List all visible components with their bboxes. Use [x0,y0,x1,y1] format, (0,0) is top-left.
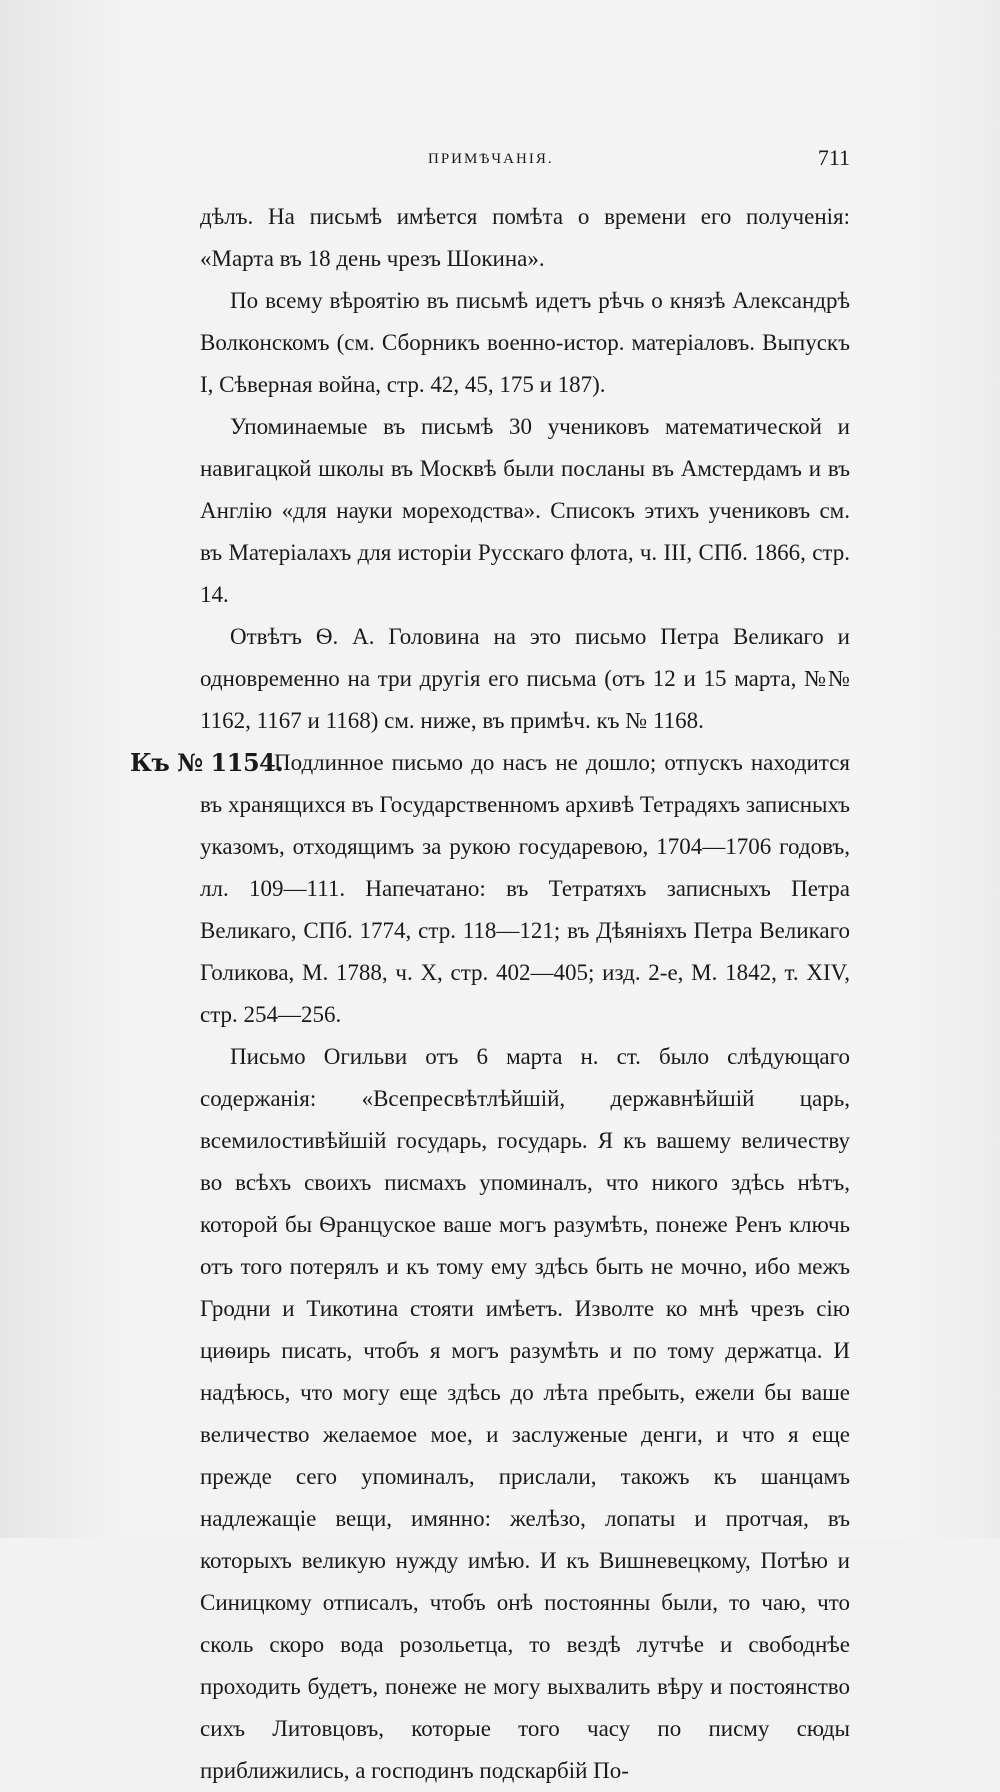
note-text: Подлинное письмо до насъ не дошло; отпускъ находится въ хранящихся въ Государственномъ архивѣ Тетрадяхъ записныхъ указомъ, отходящимъ за рукою государевою, 1704—1706 годовъ, лл. 109—111. Напечатано: въ Тетратяхъ записныхъ Петра Великаго, СПб. 1774, стр. 118—121; въ Дѣяніяхъ Петра Великаго Голикова, М. 1788, ч. X, стр. 402—405; изд. 2-е, М. 1842, т. XIV, стр. 254—256. [200,750,850,1027]
main-text [130,196,850,1792]
paragraph-volkonsky: По всему вѣроятію въ письмѣ идетъ рѣчь о князѣ Александрѣ Волконскомъ (см. Сборникъ военно-истор. матеріаловъ. Выпускъ I, Сѣверная война, стр. 42, 45, 175 и 187). [200,288,850,397]
page-number: 711 [817,145,850,170]
note-label: Къ № 1154. [130,748,284,777]
paragraph-students: Упоминаемые въ письмѣ 30 учениковъ математической и навигацкой школы въ Москвѣ были посланы въ Амстердамъ и въ Англію «для науки мореходства». Списокъ этихъ учениковъ см. въ Матеріалахъ для исторіи Русскаго флота, ч. III, СПб. 1866, стр. 14. [200,414,850,607]
paragraph-golovin-reply: Отвѣтъ Ѳ. А. Головина на это письмо Петра Великаго и одновременно на три другія его письма (отъ 12 и 15 марта, №№ 1162, 1167 и 1168) см. ниже, въ примѣч. къ № 1168. [200,624,850,733]
paragraph-continuation: дѣлъ. На письмѣ имѣется помѣта о времени его полученія: «Марта въ 18 день чрезъ Шокина». [200,204,850,271]
paragraph-ogilvy-letter: Письмо Огильви отъ 6 марта н. ст. было слѣдующаго содержанія: «Всепресвѣтлѣйшій, державнѣйшій царь, всемилостивѣйшій государь, государь. Я къ вашему величеству во всѣхъ своихъ писмахъ упоминалъ, что никого здѣсь нѣтъ, которой бы Ѳранцуское ваше могъ разумѣть, понеже Ренъ ключь отъ того потерялъ и къ тому ему здѣсь быть не мочно, ибо межъ Гродни и Тикотина стояти имѣетъ. Изволте ко мнѣ чрезъ сію циѳирь писать, чтобъ я могъ разумѣть и по тому держатца. И надѣюсь, что могу еще здѣсь до лѣта пребыть, ежели бы ваше величество желаемое мое, и заслуженые денги, и что я еще прежде сего упоминалъ, прислали, такожъ къ шанцамъ надлежащіе вещи, имянно: желѣзо, лопаты и протчая, въ которыхъ великую нужду имѣю. И къ Вишневецкому, Потѣю и Синицкому отписалъ, чтобъ онѣ постоянны были, то чаю, что сколь скоро вода розольетца, то вездѣ лутчѣе и свободнѣе проходить будетъ, понеже не могу выхвалить вѣру и постоянство сихъ Литовцовъ, которые того часу по писму сюды приближились, а господинъ подскарбій По- [200,1044,850,1783]
running-head: ПРИМѢЧАНІЯ. [428,151,554,167]
note-1154 [130,742,850,1036]
page-header [200,145,850,185]
